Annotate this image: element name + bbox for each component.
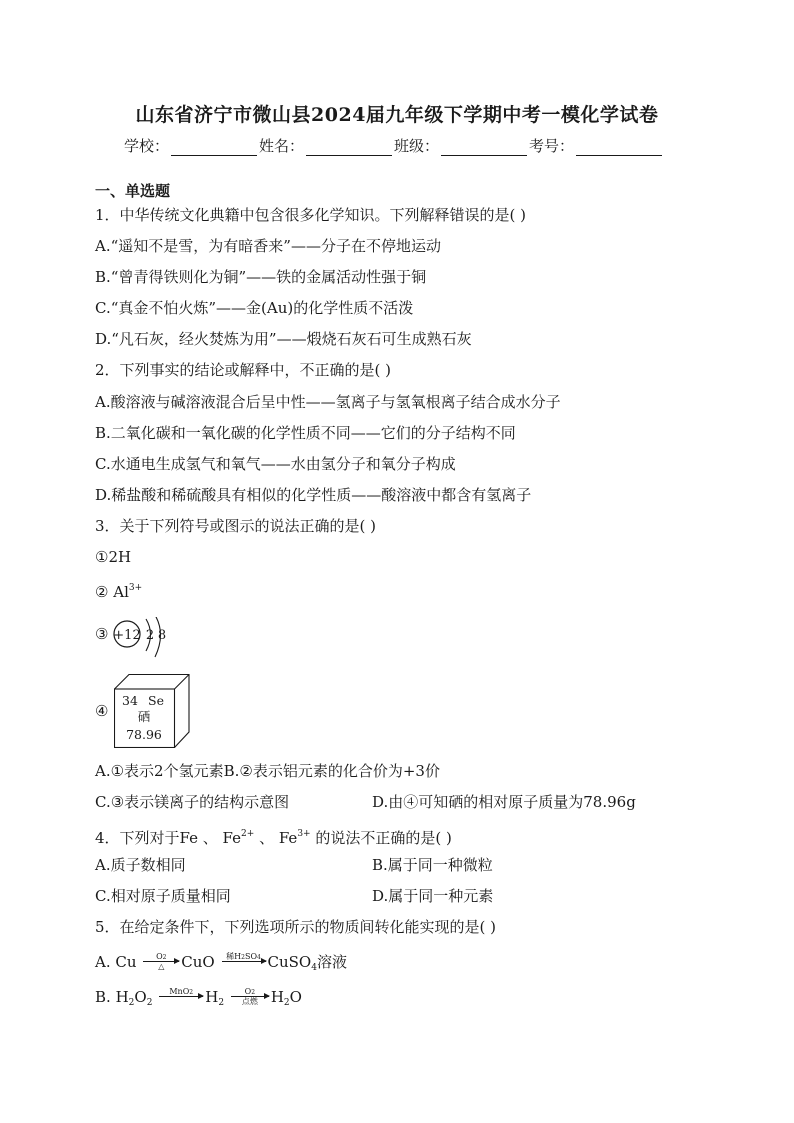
q2-option-c: C.水通电生成氢气和氧气——水由氢分子和氧分子构成 <box>95 455 456 473</box>
q3-option-ab <box>95 761 440 781</box>
q3-item-2-number: ② <box>95 583 109 601</box>
q1-option-c: C.“真金不怕火炼”——金(Au)的化学性质不活泼 <box>95 299 414 317</box>
q4-stem <box>95 824 452 848</box>
q3-item-4-number: ④ <box>95 702 109 720</box>
student-info-line <box>124 135 664 156</box>
q4-option-c: C.相对原子质量相同 <box>95 887 231 905</box>
q5-option-b: B. $H_2O_2$ MnO2 $H_2$ O2 点燃 $H_2O$ <box>95 986 302 1008</box>
q3-option-c: C.③表示镁离子的结构示意图 <box>95 793 290 811</box>
hydrogen-formula: H <box>205 988 219 1006</box>
q3-item-1: ①2H <box>95 548 132 566</box>
school-blank[interactable] <box>171 141 257 156</box>
class-blank[interactable] <box>441 141 527 156</box>
name-label: 姓名： <box>259 137 305 155</box>
q4-stem-middle: 、 Fe <box>254 829 298 847</box>
relative-atomic-mass: 78.96 <box>126 727 162 742</box>
q3-option-d: D.由④可知硒的相对原子质量为78.96g <box>372 793 636 811</box>
q3-item-3-number: ③ <box>95 625 109 643</box>
q2-stem: 2．下列事实的结论或解释中，不正确的是( ) <box>95 361 392 379</box>
copper-sulfate-formula: CuSO <box>267 953 312 971</box>
water-formula: H <box>270 988 284 1006</box>
q4-stem-suffix: 的说法不正确的是( ) <box>310 829 452 847</box>
name-blank[interactable] <box>306 141 392 156</box>
q3-stem: 3．关于下列符号或图示的说法正确的是( ) <box>95 517 377 535</box>
element-symbol: Se <box>148 693 164 708</box>
q1-stem: 1．中华传统文化典籍中包含很多化学知识。下列解释错误的是( ) <box>95 206 527 224</box>
reaction-arrow-oxygen-ignite: O2 点燃 <box>231 987 269 1006</box>
reaction-arrow-manganese-dioxide: MnO2 <box>159 987 203 1006</box>
q5-option-b-label: B. <box>95 988 116 1006</box>
q5-option-a-label: A. <box>95 953 116 971</box>
section-title: 一、单选题 <box>95 182 171 200</box>
reaction-arrow-oxygen-heat: O2 △ <box>143 952 179 971</box>
q3-option-b: B.②表示铝元素的化合价为+3价 <box>223 762 440 780</box>
q3-option-a: A.①表示2个氢元素 <box>95 762 224 780</box>
school-label: 学校： <box>124 137 170 155</box>
ferrous-charge: 2+ <box>241 829 255 839</box>
q5-stem: 5．在给定条件下，下列选项所示的物质间转化能实现的是( ) <box>95 918 497 936</box>
q1-option-a: A.“遥知不是雪，为有暗香来”——分子在不停地运动 <box>95 237 441 255</box>
aluminum-symbol: Al <box>113 583 129 601</box>
q2-option-a: A.酸溶液与碱溶液混合后呈中性——氢离子与氢氧根离子结合成水分子 <box>95 393 561 411</box>
atomic-number: 34 <box>122 693 138 708</box>
q5-option-a: A. Cu O2 △ CuO 稀H2SO4 CuSO$_4$溶液 <box>95 951 347 973</box>
selenium-element-card <box>114 674 190 748</box>
magnesium-structure-diagram <box>113 617 173 659</box>
aluminum-charge: 3+ <box>128 583 143 593</box>
solution-label: 溶液 <box>316 953 347 971</box>
electron-shell-1-count: 2 <box>145 628 155 643</box>
q1-option-d: D.“凡石灰，经火焚炼为用”——煅烧石灰石可生成熟石灰 <box>95 330 472 348</box>
q1-option-b: B.“曾青得铁则化为铜”——铁的金属活动性强于铜 <box>95 268 427 286</box>
electron-shell-2-count: 8 <box>157 628 167 643</box>
exam-number-blank[interactable] <box>576 141 662 156</box>
q3-item-2 <box>95 578 142 602</box>
q4-stem-prefix: 4．下列对于Fe 、 Fe <box>95 829 242 847</box>
q2-option-d: D.稀盐酸和稀硫酸具有相似的化学性质——酸溶液中都含有氢离子 <box>95 486 532 504</box>
copper-formula: Cu <box>115 953 137 971</box>
element-name: 硒 <box>137 709 151 724</box>
exam-title: 山东省济宁市微山县2024届九年级下学期中考一模化学试卷 <box>135 104 659 126</box>
exam-number-label: 考号： <box>529 137 575 155</box>
ferric-charge: 3+ <box>297 829 311 839</box>
nucleus-charge: +12 <box>113 628 141 643</box>
q4-option-b: B.属于同一种微粒 <box>372 856 493 874</box>
copper-oxide-formula: CuO <box>181 953 215 971</box>
q2-option-b: B.二氧化碳和一氧化碳的化学性质不同——它们的分子结构不同 <box>95 424 516 442</box>
reaction-arrow-dilute-sulfuric-acid: 稀H2SO4 <box>222 952 266 971</box>
class-label: 班级： <box>394 137 440 155</box>
q4-option-d: D.属于同一种元素 <box>372 887 494 905</box>
q4-option-a: A.质子数相同 <box>95 856 186 874</box>
